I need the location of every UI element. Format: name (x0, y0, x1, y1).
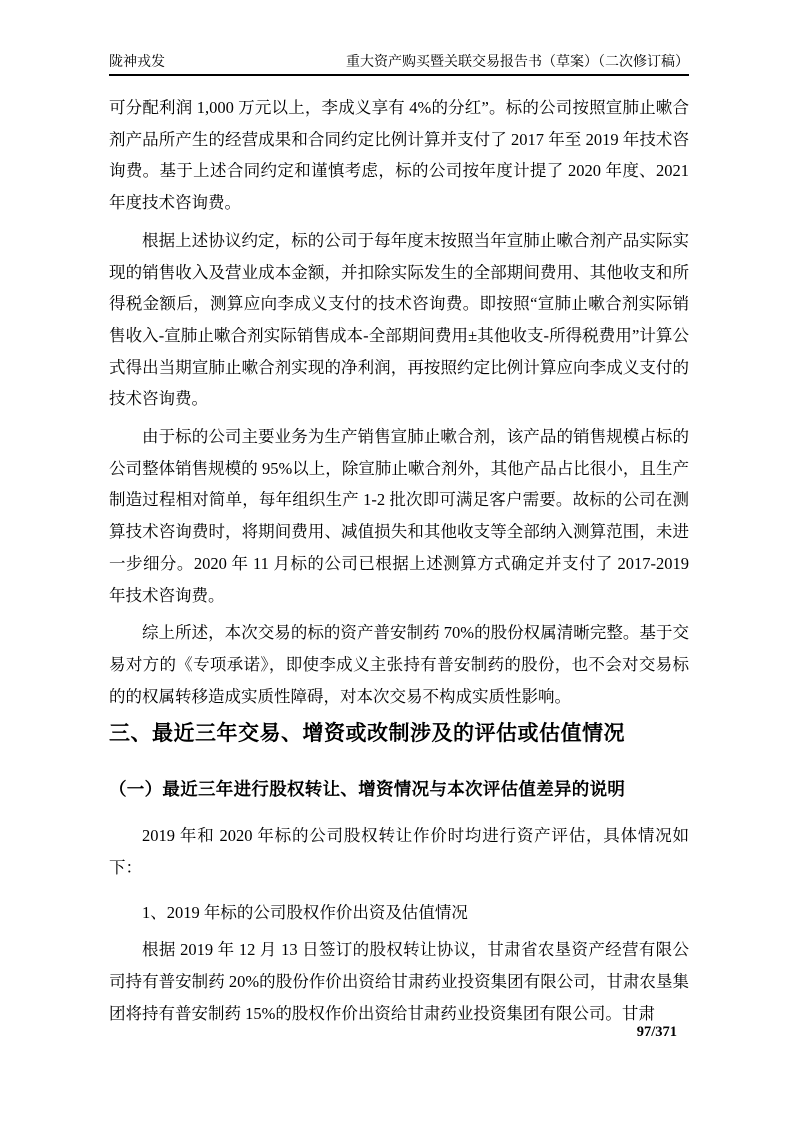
document-body (109, 92, 689, 1030)
paragraph-calculation-method: 根据上述协议约定，标的公司于每年度末按照当年宣肺止嗽合剂产品实际实现的销售收入及营业成本金额，并扣除实际发生的全部期间费用、其他收支和所得税金额后，测算应向李成义支付的技术咨询费。即按照“宣肺止嗽合剂实际销售收入-宣肺止嗽合剂实际销售成本-全部期间费用±其他收支-所得税费用”计算公式得出当期宣肺止嗽合剂实现的净利润，再按照约定比例计算应向李成义支付的技术咨询费。 (109, 230, 689, 409)
page-footer (109, 1023, 677, 1041)
paragraph-business-scale: 由于标的公司主要业务为生产销售宣肺止嗽合剂，该产品的销售规模占标的公司整体销售规模的 95%以上，除宣肺止嗽合剂外，其他产品占比很小，且生产制造过程相对简单，每年组织生产 1-2 批次即可满足客户需要。故标的公司在测算技术咨询费时，将期间费用、减值损失和其他收支等全部纳入测算范围，未进一步细分。2020 年 11 月标的公司已根据上述测算方式确定并支付了 2017-2019 年技术咨询费。 (109, 427, 689, 605)
header-company-name: 陇神戎发 (109, 55, 165, 70)
paragraph-2019-transfer: 根据 2019 年 12 月 13 日签订的股权转让协议，甘肃省农垦资产经营有限公司持有普安制药 20%的股份作价出资给甘肃药业投资集团有限公司，甘肃农垦集团将持有普安制药 15%的股权作价出资给甘肃药业投资集团有限公司。甘肃 (109, 940, 689, 1023)
list-item-2019-valuation: 1、2019 年标的公司股权作价出资及估值情况 (142, 902, 468, 922)
paragraph-conclusion: 综上所述，本次交易的标的资产普安制药 70%的股份权属清晰完整。基于交易对方的《专项承诺》，即使李成义主张持有普安制药的股份，也不会对交易标的的权属转移造成实质性障碍，对本次交易不构成实质性影响。 (109, 623, 689, 706)
page-number: 97/371 (636, 1024, 677, 1040)
section-heading-three: 三、最近三年交易、增资或改制涉及的评估或估值情况 (109, 722, 625, 746)
paragraph-assessment-intro: 2019 年和 2020 年标的公司股权转让作价时均进行资产评估，具体情况如下： (109, 826, 689, 878)
page-header (109, 54, 689, 76)
subsection-heading-one: （一）最近三年进行股权转让、增资情况与本次评估值差异的说明 (109, 779, 626, 800)
paragraph-profit-sharing: 可分配利润 1,000 万元以上，李成义享有 4%的分红”。标的公司按照宣肺止嗽合剂产品所产生的经营成果和合同约定比例计算并支付了 2017 年至 2019 年技术咨询费。基于上述合同约定和谨慎考虑，标的公司按年度计提了 2020 年度、2021 年度技术咨询费。 (109, 98, 689, 213)
header-report-title: 重大资产购买暨关联交易报告书（草案）（二次修订稿） (346, 55, 689, 70)
